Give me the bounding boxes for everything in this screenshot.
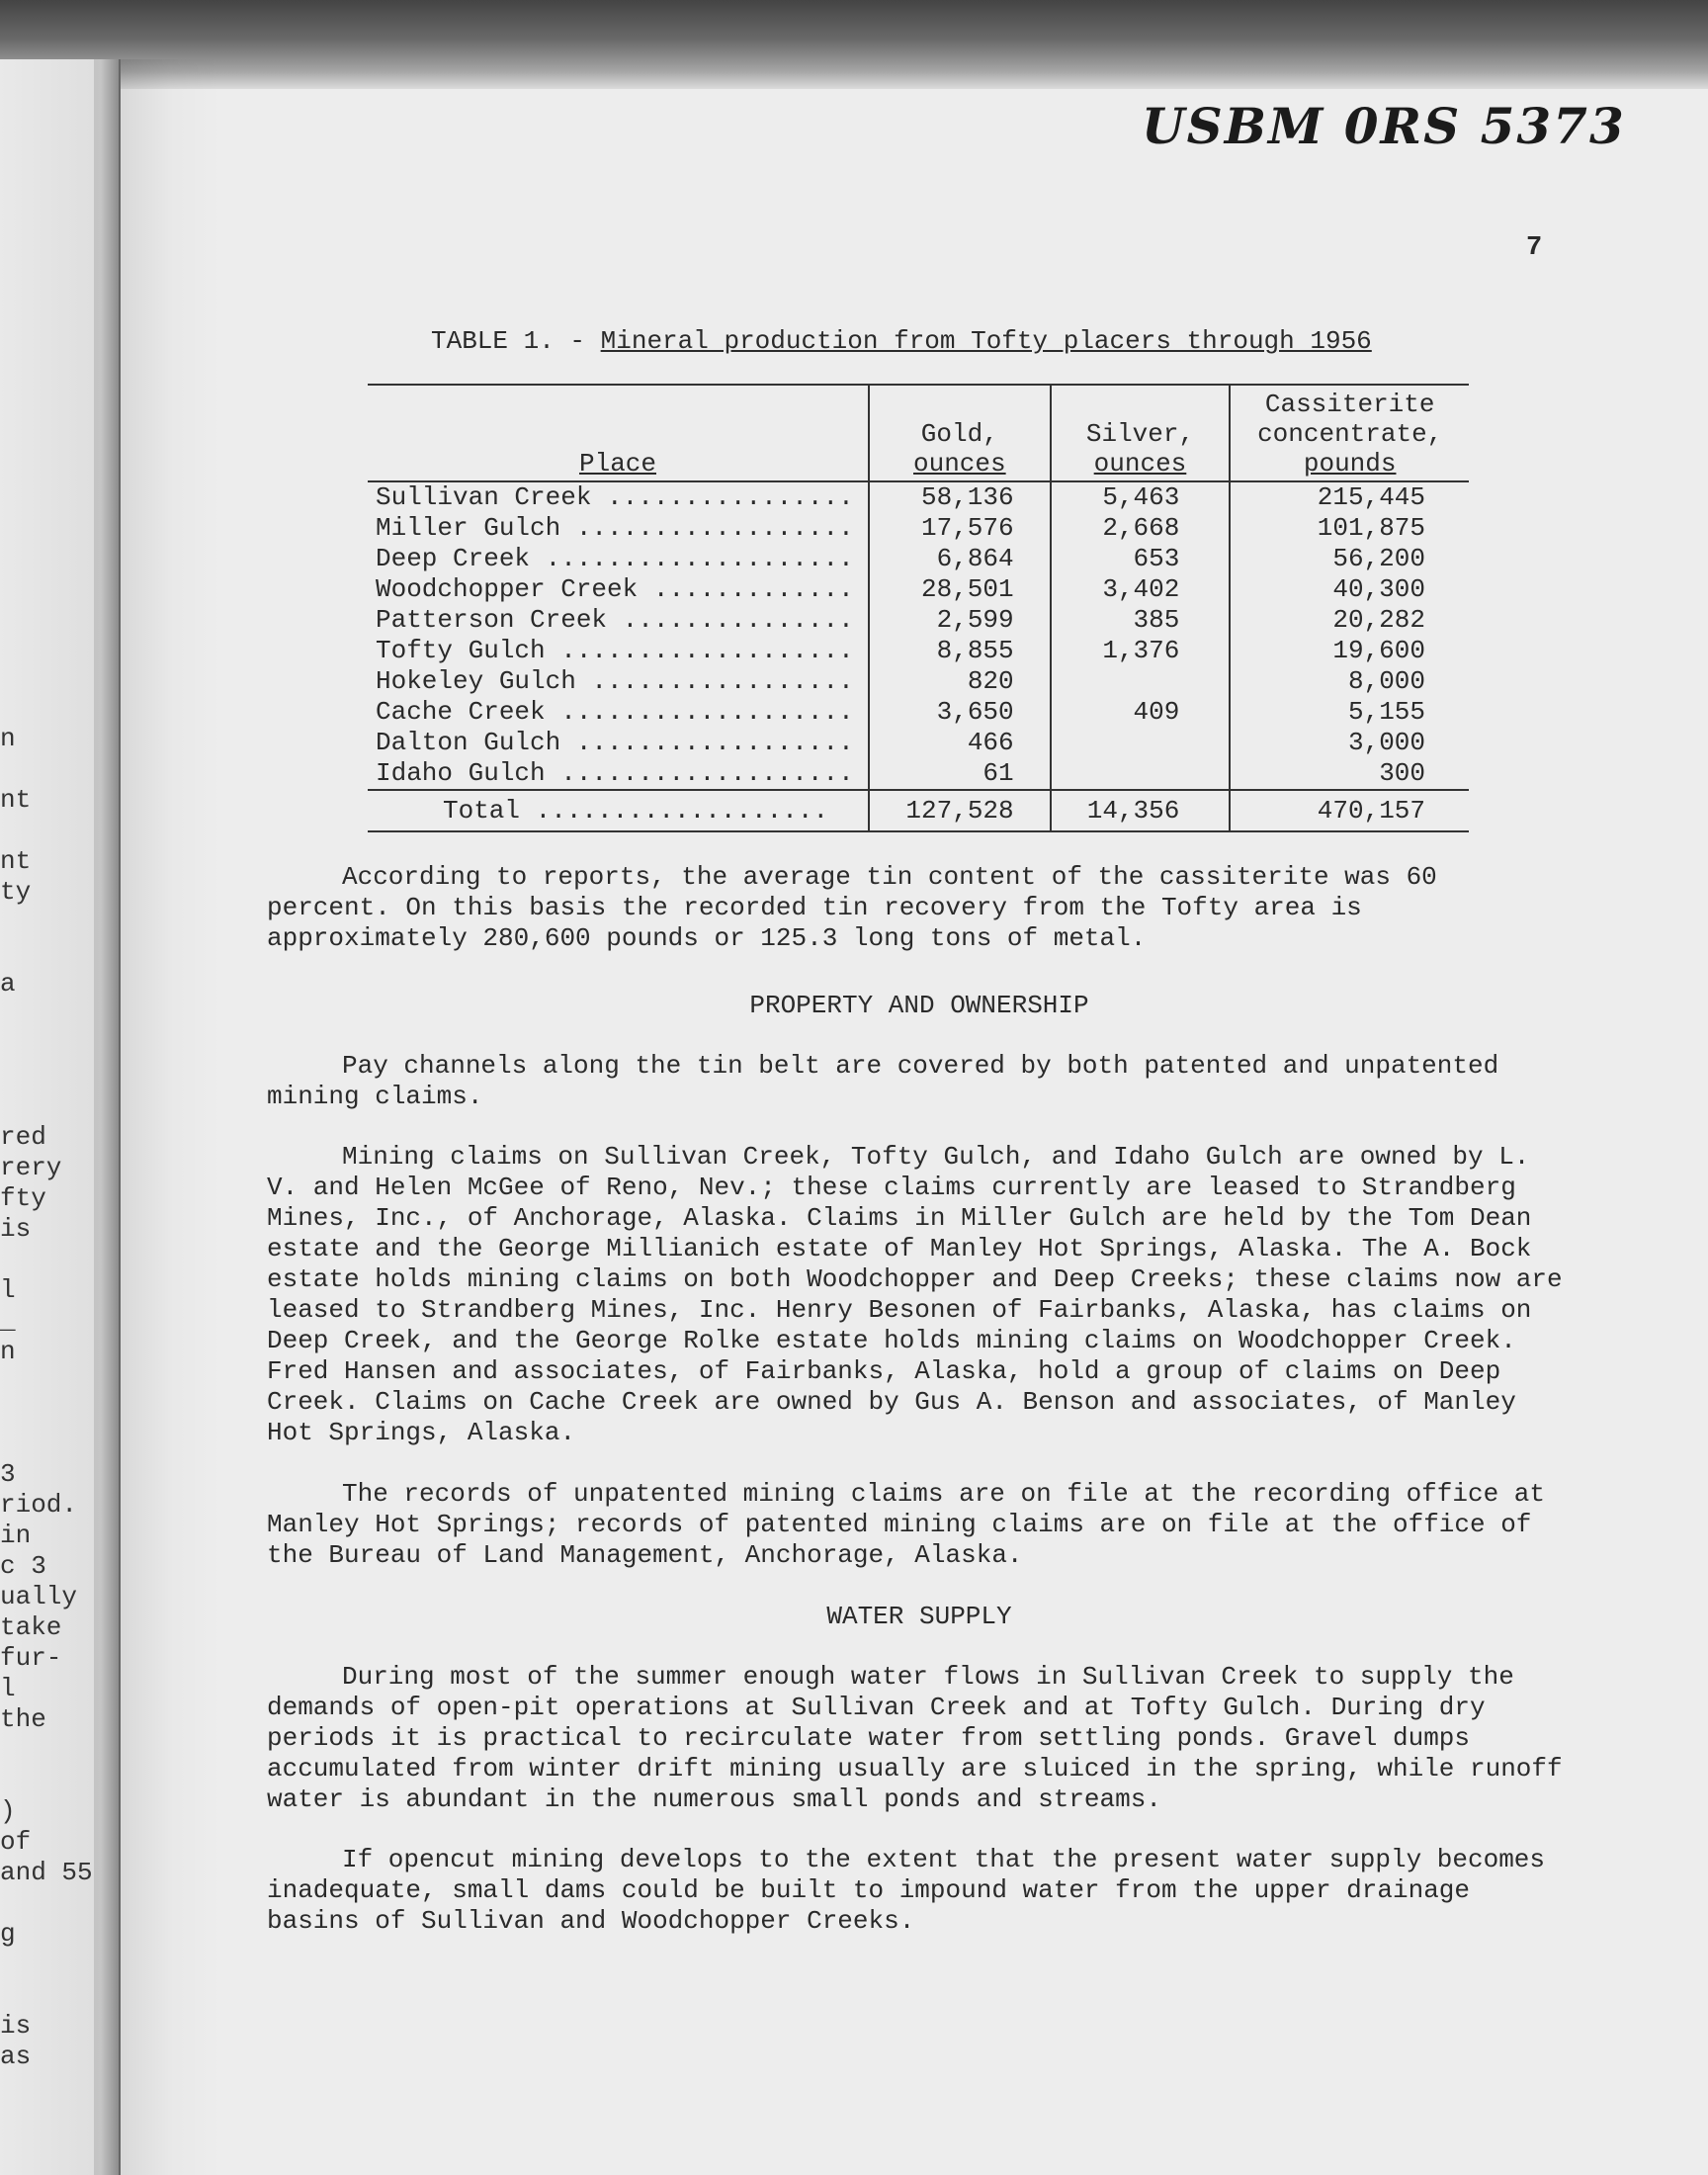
margin-fragment: g xyxy=(0,1919,16,1949)
paragraph-pay-channels: Pay channels along the tin belt are covered by both patented and unpatented mining claims. xyxy=(267,1051,1499,1111)
table-title xyxy=(431,326,1372,356)
cassiterite-cell: 19,600 xyxy=(1230,636,1469,666)
gold-cell: 28,501 xyxy=(869,574,1051,605)
place-cell: Dalton Gulch .................. xyxy=(376,728,854,757)
margin-fragment: ually xyxy=(0,1582,78,1611)
place-cell: Idaho Gulch ................... xyxy=(376,758,854,788)
silver-cell: 2,668 xyxy=(1051,513,1231,544)
table-header-row xyxy=(368,385,1469,481)
table-row xyxy=(368,481,1469,513)
header-place: Place xyxy=(368,385,869,481)
gold-cell: 58,136 xyxy=(869,481,1051,513)
margin-fragment: as xyxy=(0,2042,32,2071)
silver-cell: 1,376 xyxy=(1051,636,1231,666)
silver-cell: 409 xyxy=(1051,697,1231,728)
table-label: TABLE 1. - xyxy=(431,326,601,356)
margin-fragment: red xyxy=(0,1122,46,1152)
total-label: Total ................... xyxy=(368,790,869,831)
place-cell: Patterson Creek ............... xyxy=(376,605,854,635)
table-row xyxy=(368,636,1469,666)
table-body xyxy=(368,481,1469,790)
place-cell: Woodchopper Creek ............. xyxy=(376,574,854,604)
margin-fragment: and 55 xyxy=(0,1858,93,1887)
margin-fragment: n xyxy=(0,724,16,753)
paragraph-tin-content: According to reports, the average tin content of the cassiterite was 60 percent. On this basis the recorded tin recovery from the Tofty area is approximately 280,600 pounds or 125.3 long tons of metal. xyxy=(267,862,1437,953)
cassiterite-cell: 56,200 xyxy=(1230,544,1469,574)
table-caption: Mineral production from Tofty placers through 1956 xyxy=(600,326,1372,356)
margin-fragment: in xyxy=(0,1521,32,1550)
silver-cell xyxy=(1051,666,1231,697)
margin-fragment: the xyxy=(0,1704,46,1734)
cassiterite-cell: 300 xyxy=(1230,758,1469,790)
paragraph-claim-records: The records of unpatented mining claims are on file at the recording office at Manley Hot Springs; records of patented mining claims are on file at the office of the Bureau of Land Management, Anchorage, Alaska. xyxy=(267,1479,1545,1570)
silver-cell: 653 xyxy=(1051,544,1231,574)
scan-top-band xyxy=(0,0,1708,89)
heading-property-ownership: PROPERTY AND OWNERSHIP xyxy=(749,991,1089,1020)
cassiterite-cell: 3,000 xyxy=(1230,728,1469,758)
margin-fragment: rery xyxy=(0,1153,62,1182)
gold-cell: 8,855 xyxy=(869,636,1051,666)
place-cell: Tofty Gulch ................... xyxy=(376,636,854,665)
table-row xyxy=(368,605,1469,636)
silver-cell: 3,402 xyxy=(1051,574,1231,605)
gold-cell: 17,576 xyxy=(869,513,1051,544)
margin-fragment: take xyxy=(0,1612,62,1642)
silver-cell: 5,463 xyxy=(1051,481,1231,513)
handwritten-document-number: USBM 0RS 5373 xyxy=(1142,97,1626,155)
gold-cell: 61 xyxy=(869,758,1051,790)
table-row xyxy=(368,697,1469,728)
margin-fragment: n xyxy=(0,1337,16,1366)
table-row xyxy=(368,513,1469,544)
paragraph-claim-owners: Mining claims on Sullivan Creek, Tofty Gulch, and Idaho Gulch are owned by L. V. and Helen McGee of Reno, Nev.; these claims currently are leased to Strandberg Mines, Inc., of Anchorage, Alaska. Claims in Miller Gulch are held by the Tom Dean estate and the George Millianich estate of Manley Hot Springs, Alaska. The A. Bock estate holds mining claims on both Woodchopper and Deep Creeks; these claims now are leased to Strandberg Mines, Inc. Henry Besonen of Fairbanks, Alaska, has claims on Deep Creek, and the George Rolke estate holds mining claims on Woodchopper Creek. Fred Hansen and associates, of Fairbanks, Alaska, hold a group of claims on Deep Creek. Claims on Cache Creek are owned by Gus A. Benson and associates, of Manley Hot Springs, Alaska. xyxy=(267,1142,1563,1447)
table-row xyxy=(368,544,1469,574)
table-row xyxy=(368,574,1469,605)
margin-fragment: riod. xyxy=(0,1490,78,1520)
place-cell: Sullivan Creek ................ xyxy=(376,482,854,512)
cassiterite-cell: 101,875 xyxy=(1230,513,1469,544)
margin-fragment: ) xyxy=(0,1796,16,1826)
table-row xyxy=(368,728,1469,758)
margin-fragment: is xyxy=(0,2011,32,2041)
place-cell: Hokeley Gulch ................. xyxy=(376,666,854,696)
total-silver: 14,356 xyxy=(1051,790,1231,831)
margin-fragment: 3 xyxy=(0,1459,16,1489)
header-gold: Gold, ounces xyxy=(869,385,1051,481)
margin-fragment: a xyxy=(0,969,16,999)
table-row xyxy=(368,666,1469,697)
silver-cell xyxy=(1051,758,1231,790)
place-cell: Cache Creek ................... xyxy=(376,697,854,727)
silver-cell xyxy=(1051,728,1231,758)
margin-fragment: fty xyxy=(0,1183,46,1213)
heading-water-supply: WATER SUPPLY xyxy=(826,1602,1012,1631)
paragraph-water-supply: During most of the summer enough water flows in Sullivan Creek to supply the demands of open-pit operations at Sullivan Creek and at Tofty Gulch. During dry periods it is practical to recirculate water from settling ponds. Gravel dumps accumulated from winter drift mining usually are sluiced in the spring, while runoff water is abundant in the numerous small ponds and streams. xyxy=(267,1662,1563,1814)
cassiterite-cell: 20,282 xyxy=(1230,605,1469,636)
gold-cell: 2,599 xyxy=(869,605,1051,636)
margin-fragment: is xyxy=(0,1214,32,1244)
production-table xyxy=(368,384,1469,832)
gold-cell: 820 xyxy=(869,666,1051,697)
header-silver: Silver, ounces xyxy=(1051,385,1231,481)
gold-cell: 466 xyxy=(869,728,1051,758)
margin-fragment: ty xyxy=(0,877,32,907)
total-gold: 127,528 xyxy=(869,790,1051,831)
binding-shadow xyxy=(94,59,222,2175)
table-row xyxy=(368,758,1469,790)
margin-fragment: _ xyxy=(0,1306,16,1336)
paragraph-opencut-mining: If opencut mining develops to the extent that the present water supply becomes inadequate, small dams could be built to impound water from the upper drainage basins of Sullivan and Woodchopper Creeks. xyxy=(267,1845,1545,1936)
margin-fragment: l xyxy=(0,1674,16,1703)
place-cell: Miller Gulch .................. xyxy=(376,513,854,543)
header-cassiterite: Cassiterite concentrate, pounds xyxy=(1230,385,1469,481)
page-number: 7 xyxy=(1526,233,1543,263)
margin-fragment: l xyxy=(0,1275,16,1305)
margin-fragment: nt xyxy=(0,785,32,815)
cassiterite-cell: 8,000 xyxy=(1230,666,1469,697)
margin-fragment: fur- xyxy=(0,1643,62,1673)
table-total-row xyxy=(368,790,1469,831)
cassiterite-cell: 5,155 xyxy=(1230,697,1469,728)
gold-cell: 6,864 xyxy=(869,544,1051,574)
silver-cell: 385 xyxy=(1051,605,1231,636)
total-cassiterite: 470,157 xyxy=(1230,790,1469,831)
gold-cell: 3,650 xyxy=(869,697,1051,728)
cassiterite-cell: 215,445 xyxy=(1230,481,1469,513)
place-cell: Deep Creek .................... xyxy=(376,544,854,573)
margin-fragment: of xyxy=(0,1827,32,1857)
margin-fragment: nt xyxy=(0,846,32,876)
margin-fragment: c 3 xyxy=(0,1551,46,1581)
cassiterite-cell: 40,300 xyxy=(1230,574,1469,605)
